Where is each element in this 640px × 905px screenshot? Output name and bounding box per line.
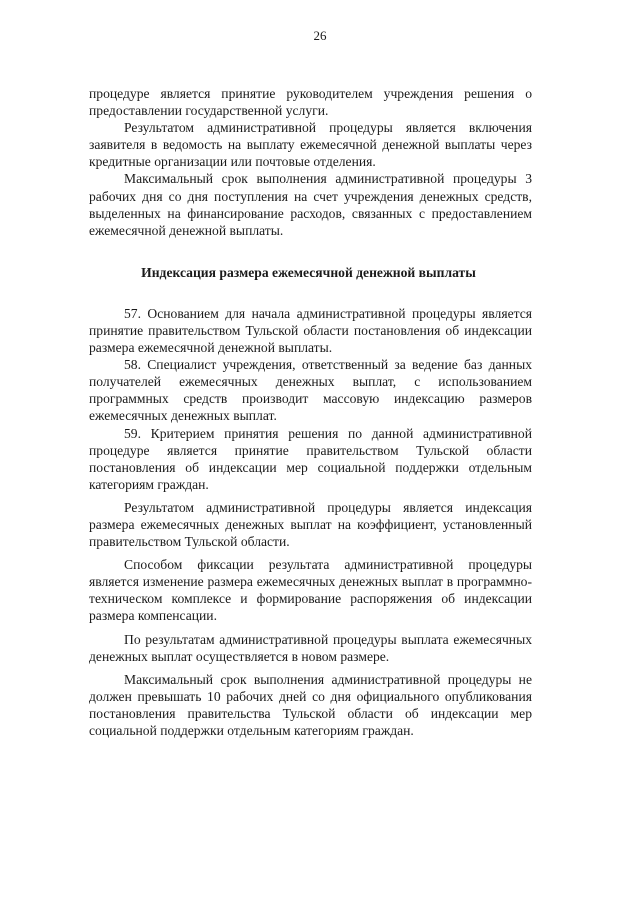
paragraph-57: 57. Основанием для начала административной процедуры является принятие правительством Тульской области постановления об индексации размера ежемесячной денежной выплаты. (89, 305, 532, 356)
paragraph-result-indexation: Результатом административной процедуры является индексация размера ежемесячных денежных выплат на коэффициент, установленный правительством Тульской области. (89, 499, 532, 550)
paragraph-new-amount: По результатам административной процедуры выплата ежемесячных денежных выплат осуществляется в новом размере. (89, 631, 532, 664)
paragraph-max-term-indexation: Максимальный срок выполнения административной процедуры не должен превышать 10 рабочих дней со дня официального опубликования постановления правительства Тульской области об индексации мер социальной поддержки отдельным категориям граждан. (89, 671, 532, 738)
paragraph-max-term-payment: Максимальный срок выполнения административной процедуры 3 рабочих дня со дня поступления на счет учреждения денежных средств, выделенных на финансирование расходов, связанных с предоставлением ежемесячной денежной выплаты. (89, 171, 532, 238)
document-body (89, 85, 532, 739)
paragraph-result-inclusion: Результатом административной процедуры является включения заявителя в ведомость на выплату ежемесячной денежной выплаты через кредитные организации или почтовые отделения. (89, 120, 532, 170)
paragraph-58: 58. Специалист учреждения, ответственный за ведение баз данных получателей ежемесячных денежных выплат, с использованием программных средств производит массовую индексацию размеров ежемесячных денежных выплат. (89, 357, 532, 424)
section-title: Индексация размера ежемесячной денежной выплаты (141, 264, 476, 280)
paragraph-fixation-method: Способом фиксации результата административной процедуры является изменение размера ежемесячных денежных выплат в программно-техническом комплексе и формирование распоряжения об индексации размера компенсации. (89, 557, 532, 624)
paragraph-59: 59. Критерием принятия решения по данной административной процедуре является принятие правительством Тульской области постановления об индексации мер социальной поддержки отдельным категориям граждан. (89, 425, 532, 492)
paragraph-continuation: процедуре является принятие руководителем учреждения решения о предоставлении государственной услуги. (89, 86, 532, 119)
page-number: 26 (313, 28, 327, 43)
